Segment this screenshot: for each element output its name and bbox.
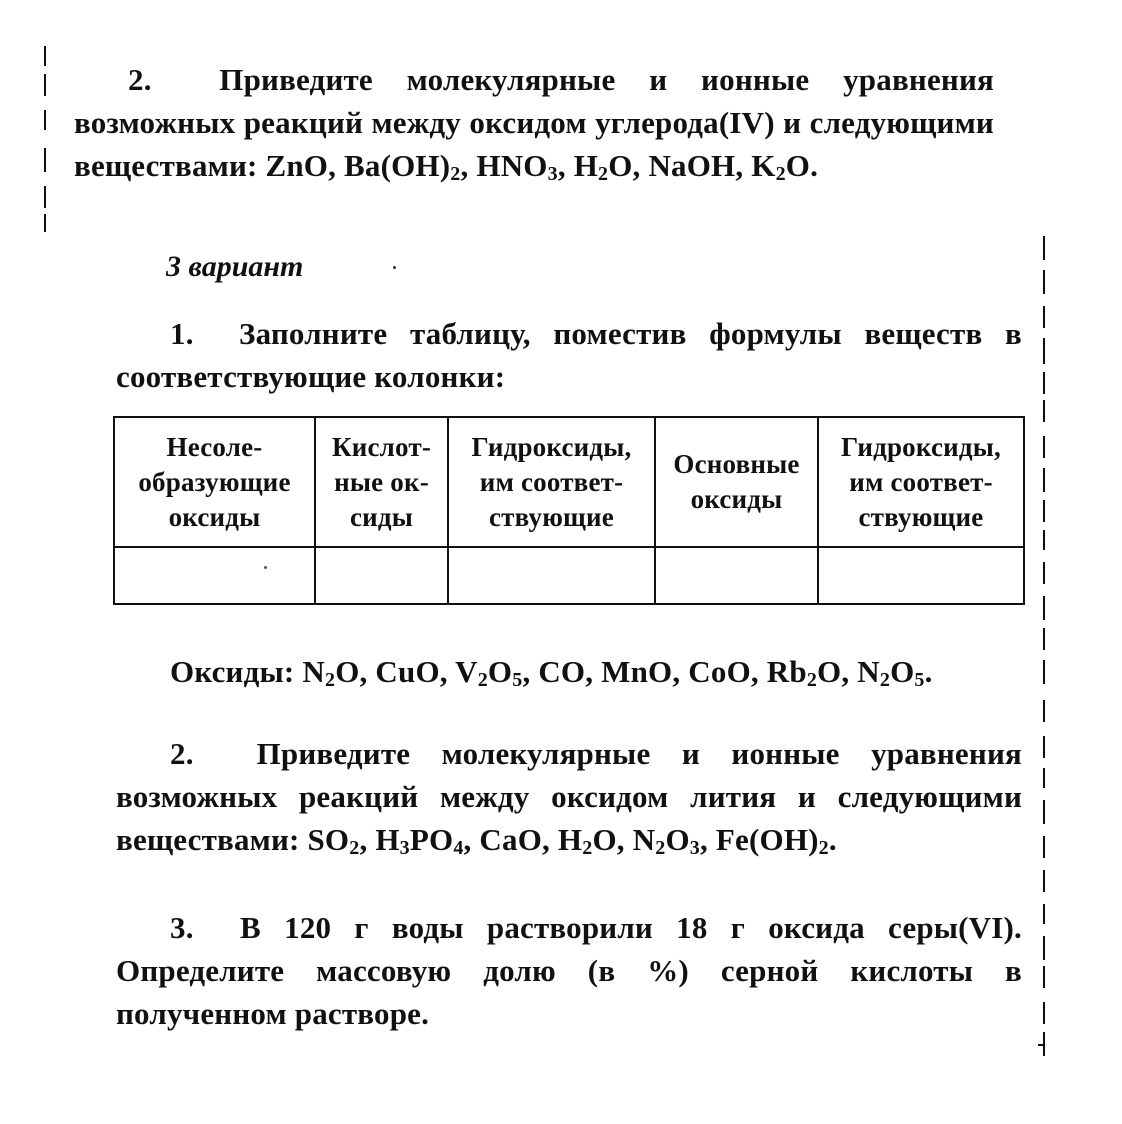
formula-part: CO [538,654,586,689]
answer-cell[interactable] [818,547,1024,604]
answer-cell[interactable] [655,547,818,604]
oxide-item [455,654,522,689]
formula-part: CoO [688,654,751,689]
task-number: 1. [170,316,194,351]
task-3 [116,906,1022,1035]
header-non-salt-forming-oxides [114,417,315,547]
task-text: , Fe(OH) [700,822,819,857]
subscript: 2 [349,837,360,859]
task-1 [116,312,1022,398]
speck [264,566,267,569]
task-2 [116,732,1022,861]
subscript: 5 [914,669,925,691]
formula-part: MnO [601,654,673,689]
answer-cell[interactable] [448,547,655,604]
task-text: Приведите молекулярные и ионные уравнения возможных реакций между оксидом лития и следующими веществами: SO [116,736,1022,857]
task-text: O, NaOH, K [608,148,776,183]
oxide-item [302,654,359,689]
task-text: , CaO, H [463,822,583,857]
subscript: 2 [477,669,488,691]
oxide-item [688,654,751,689]
oxide-item [375,654,439,689]
subscript: 3 [399,837,410,859]
speck [393,266,396,269]
table-header-row [114,417,1024,547]
header-line: Кислот- [331,431,432,462]
subscript: 3 [689,837,700,859]
oxides-label: Оксиды: [170,654,295,689]
formula-part: V [455,654,478,689]
oxide-item [601,654,672,689]
task-text: O, N [592,822,656,857]
task-number: 3. [170,910,194,945]
formula-part: O [890,654,915,689]
header-line: ствующие [858,501,984,532]
task-text: Приведите молекулярные и ионные уравнения возможных реакций между оксидом углерода(IV) и следующими веществами: ZnO, Ba(OH) [74,62,994,183]
subscript: 2 [806,669,818,691]
formula-part: CuO [375,654,440,689]
header-line: ные ок- [334,466,429,497]
subscript: 2 [655,837,666,859]
task-text: . [828,822,837,857]
header-line: образующие [138,466,291,497]
subscript: 2 [324,669,336,691]
answer-cell[interactable] [315,547,448,604]
formula-part: O [487,654,513,689]
task-text: , HNO [460,148,548,183]
oxide-item [857,654,924,689]
header-line: оксиды [690,484,783,514]
task-number: 2. [128,62,152,97]
subscript: 2 [582,837,593,859]
task-number: 2. [170,736,194,771]
subscript: 2 [598,163,609,185]
previous-task-2 [74,58,994,187]
formula-part: N [857,654,880,689]
formula-part: Rb [766,654,807,689]
table-row [114,547,1024,604]
header-basic-oxides [655,417,818,547]
header-line: сиды [349,501,414,532]
subscript: 2 [450,163,461,185]
header-line: Основные [673,449,800,479]
answer-cell[interactable] [114,547,315,604]
header-line: Гидроксиды, [471,431,632,462]
header-acid-hydroxides [448,417,655,547]
subscript: 2 [879,669,891,691]
task-text: O [665,822,690,857]
variant-heading: 3 вариант [166,250,304,283]
task-text: O. [785,148,819,183]
oxide-item [538,654,585,689]
oxides-list: Оксиды: $N_2O$, CuO, $V_2O_5$, CO, MnO, CoO, $Rb_2O$, $N_2O_5$. [170,654,933,691]
header-line: ствующие [489,501,614,532]
oxide-item [767,654,842,689]
task-text: PO [409,822,454,857]
header-base-hydroxides [818,417,1024,547]
subscript: 4 [453,837,464,859]
task-text: Заполните таблицу, поместив формулы веществ в соответствующие колонки: [116,316,1022,394]
subscript: 2 [775,163,786,185]
task-text: В 120 г воды растворили 18 г оксида серы(VI). Определите массовую долю (в %) серной кислоты в полученном растворе. [116,910,1023,1031]
header-line: им соответ- [479,466,624,497]
formula-part: O [817,654,842,689]
subscript: 2 [818,837,829,859]
task-text: , H [557,148,599,183]
header-line: Гидроксиды, [841,431,1001,462]
formula-part: N [302,654,325,689]
header-line: им соответ- [849,466,993,497]
task-text: , H [359,822,400,857]
header-acidic-oxides [315,417,448,547]
subscript: 3 [547,163,558,185]
oxide-classification-table [113,416,1025,605]
header-line: оксиды [168,501,261,532]
header-line: Несоле- [166,431,263,462]
subscript: 5 [512,669,523,691]
formula-part: O [335,654,360,689]
